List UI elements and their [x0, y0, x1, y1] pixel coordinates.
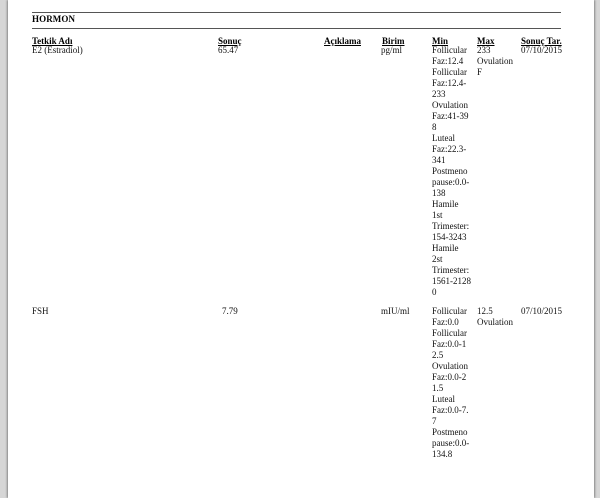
min-line: 2.5	[432, 350, 444, 360]
header-result-date: Sonuç Tar.	[521, 36, 562, 46]
min-line: Faz:41-39	[432, 111, 469, 121]
max-reference	[477, 45, 513, 78]
header-test-name: Tetkik Adı	[32, 36, 73, 46]
test-name: FSH	[32, 306, 49, 316]
header-min: Min	[432, 36, 449, 46]
section-title: HORMON	[32, 14, 76, 24]
min-reference	[432, 306, 472, 460]
min-line: 2st	[432, 254, 443, 264]
min-line: 138	[432, 188, 446, 198]
max-line: 12.5	[477, 306, 493, 316]
unit-value: mIU/ml	[381, 306, 410, 316]
min-line: Faz:0.0-7.	[432, 405, 469, 415]
unit-value: pg/ml	[381, 45, 403, 55]
min-line: Faz:22.3-	[432, 144, 467, 154]
min-line: pause:0.0-	[432, 438, 470, 448]
min-line: Luteal	[432, 394, 455, 404]
min-line: Postmeno	[432, 166, 468, 176]
header-description: Açıklama	[324, 36, 361, 46]
result-value: 7.79	[222, 306, 238, 316]
report-page	[8, 0, 594, 498]
min-line: Follicular	[432, 306, 467, 316]
min-line: 341	[432, 155, 446, 165]
min-line: Faz:0.0-2	[432, 372, 467, 382]
test-name: E2 (Estradiol)	[32, 45, 83, 55]
result-date: 07/10/2015	[521, 306, 563, 316]
result-value: 65.47	[218, 45, 239, 55]
min-line: Postmeno	[432, 427, 468, 437]
min-line: Luteal	[432, 133, 455, 143]
min-line: Trimester:	[432, 265, 470, 275]
min-line: 1st	[432, 210, 443, 220]
min-line: Hamile	[432, 199, 459, 209]
min-line: Trimester:	[432, 221, 470, 231]
max-line: 233	[477, 45, 491, 55]
max-line: Ovulation	[477, 317, 513, 327]
min-line: Follicular	[432, 45, 467, 55]
min-line: Ovulation	[432, 100, 468, 110]
min-line: 8	[432, 122, 437, 132]
min-line: 0	[432, 287, 437, 297]
min-reference	[432, 45, 472, 298]
min-line: 233	[432, 89, 446, 99]
section-bottom-rule	[32, 28, 561, 29]
min-line: 1.5	[432, 383, 444, 393]
min-line: Faz:12.4-	[432, 78, 467, 88]
header-max: Max	[477, 36, 495, 46]
min-line: Hamile	[432, 243, 459, 253]
min-line: 1561-2128	[432, 276, 471, 286]
min-line: pause:0.0-	[432, 177, 470, 187]
min-line: Ovulation	[432, 361, 468, 371]
max-reference	[477, 306, 513, 328]
min-line: 7	[432, 416, 437, 426]
max-line: Ovulation	[477, 56, 513, 66]
min-line: Follicular	[432, 328, 467, 338]
header-unit: Birim	[382, 36, 405, 46]
min-line: 154-3243	[432, 232, 467, 242]
min-line: Faz:0.0-1	[432, 339, 467, 349]
section-top-rule	[32, 12, 561, 13]
min-line: Faz:0.0	[432, 317, 459, 327]
header-result: Sonuç	[218, 36, 242, 46]
min-line: Faz:12.4	[432, 56, 464, 66]
max-line: F	[477, 67, 483, 77]
result-date: 07/10/2015	[521, 45, 563, 55]
min-line: 134.8	[432, 449, 453, 459]
min-line: Follicular	[432, 67, 467, 77]
